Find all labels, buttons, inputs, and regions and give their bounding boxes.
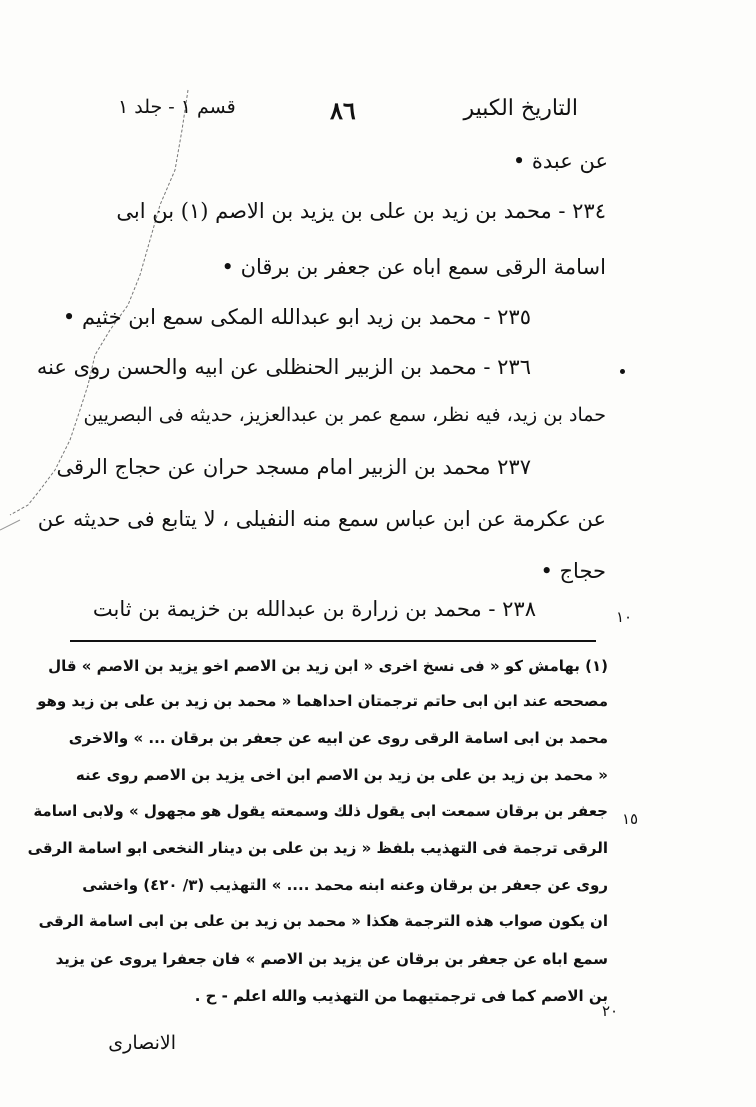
body-line: عن عبدة • <box>512 149 608 173</box>
footnote-rule <box>70 640 596 642</box>
footnote-line: ان يكون صواب هذه الترجمة هكذا « محمد بن زيد بن على بن ابى اسامة الرقى <box>38 912 608 930</box>
footnote-line: بن الاصم كما فى ترجمتيهما من التهذيب والله اعلم - ح . <box>194 987 608 1005</box>
footnote-line: سمع اباه عن جعفر بن برقان عن يزيد بن الاصم » فان جعفرا يروى عن يزيد <box>55 950 608 968</box>
body-line: ٢٣٥ - محمد بن زيد ابو عبدالله المكى سمع ابن خثيم • <box>62 305 531 329</box>
body-line: حجاج • <box>540 559 606 583</box>
footnote-line: الرقى ترجمة فى التهذيب بلفظ « زيد بن على بن دينار النخعى ابو اسامة الرقى <box>27 839 608 857</box>
footnote-line: جعفر بن برقان سمعت ابى يقول ذلك وسمعته يقول هو مجهول » ولابى اسامة <box>33 802 608 820</box>
margin-dot <box>620 369 625 374</box>
running-title: التاريخ الكبير <box>463 96 578 121</box>
body-line: اسامة الرقى سمع اباه عن جعفر بن برقان • <box>221 255 606 279</box>
footnote-line: مصححه عند ابن ابى حاتم ترجمتان احداهما « محمد بن زيد بن على بن زيد وهو <box>37 692 608 710</box>
footnote-line: (١) بهامش كو « فى نسخ اخرى « ابن زيد بن الاصم اخو يزيد بن الاصم » قال <box>48 657 608 675</box>
margin-number: ١٥ <box>622 810 639 828</box>
body-line: ٢٣٨ - محمد بن زرارة بن عبدالله بن خزيمة بن ثابت <box>92 597 536 621</box>
body-line: حماد بن زيد، فيه نظر، سمع عمر بن عبدالعزيز، حديثه فى البصريين <box>83 404 606 426</box>
margin-number: ٢٠ <box>602 1002 619 1020</box>
footnote-line: محمد بن ابى اسامة الرقى روى عن ابيه عن جعفر بن برقان ... » والاخرى <box>68 729 608 747</box>
footnote-line: روى عن جعفر بن برقان وعنه ابنه محمد .... » التهذيب (٣/ ٤٢٠) واخشى <box>82 876 608 894</box>
footnote-line: « محمد بن زيد بن على بن زيد بن الاصم ابن اخى يزيد بن الاصم روى عنه <box>75 766 608 784</box>
body-line: عن عكرمة عن ابن عباس سمع منه النفيلى ، لا يتابع فى حديثه عن <box>37 507 606 531</box>
body-line: ٢٣٧ محمد بن الزبير امام مسجد حران عن حجاج الرقى <box>56 455 531 479</box>
catchword: الانصارى <box>108 1032 176 1054</box>
margin-number: ١٠ <box>616 608 633 626</box>
body-line: ٢٣٦ - محمد بن الزبير الحنظلى عن ابيه والحسن روى عنه <box>36 355 531 379</box>
volume-label: قسم ١ - جلد ١ <box>118 96 236 118</box>
body-line: ٢٣٤ - محمد بن زيد بن على بن يزيد بن الاصم (١) بن ابى <box>116 199 606 223</box>
page-number: ٨٦ <box>330 96 356 125</box>
